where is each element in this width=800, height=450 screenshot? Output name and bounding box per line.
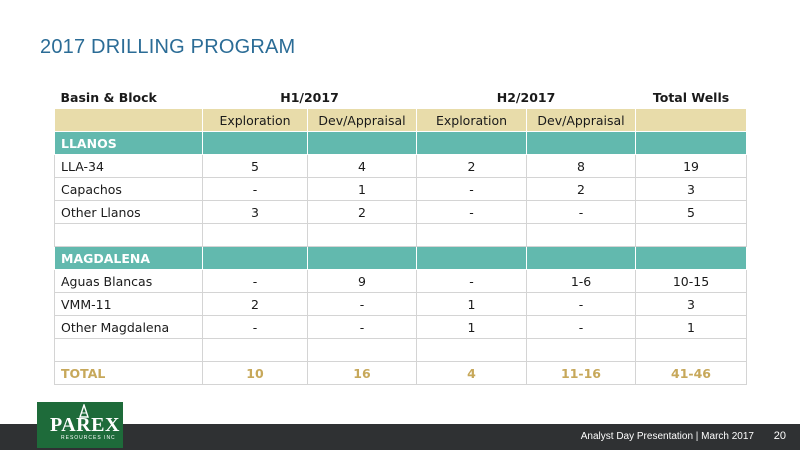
table-header-row [55,86,747,109]
cell: - [417,178,527,201]
subheader-empty [55,109,203,132]
logo-tagline: RESOURCES INC [61,435,116,441]
cell: 2 [417,155,527,178]
subheader-h1-exploration: Exploration [203,109,308,132]
cell: 1-6 [527,270,636,293]
table-row [55,178,747,201]
subheader-empty [636,109,747,132]
block-name: VMM-11 [55,293,203,316]
table-row [55,316,747,339]
table-row [55,201,747,224]
cell: 3 [636,293,747,316]
cell: - [203,270,308,293]
block-name: Other Magdalena [55,316,203,339]
spacer-row [55,224,747,247]
cell: 3 [636,178,747,201]
cell: - [203,178,308,201]
page-number: 20 [773,430,786,442]
total-label: TOTAL [55,362,203,385]
cell: - [308,316,417,339]
cell: - [527,316,636,339]
total-cell: 10 [203,362,308,385]
cell: - [417,201,527,224]
section-row-magdalena [55,247,747,270]
cell: 1 [308,178,417,201]
slide-title: 2017 DRILLING PROGRAM [40,36,296,58]
total-cell: 16 [308,362,417,385]
cell: 19 [636,155,747,178]
cell: 2 [203,293,308,316]
total-cell: 4 [417,362,527,385]
total-cell: 11-16 [527,362,636,385]
cell: 5 [636,201,747,224]
header-h2-2017: H2/2017 [496,89,556,105]
table-subheader-row [55,109,747,132]
cell: 8 [527,155,636,178]
cell: - [417,270,527,293]
logo-wordmark: PAREX [50,414,120,436]
block-name: Aguas Blancas [55,270,203,293]
cell: 1 [636,316,747,339]
cell: 2 [527,178,636,201]
block-name: Capachos [55,178,203,201]
subheader-h2-exploration: Exploration [417,109,527,132]
drilling-program-table [54,86,747,385]
table-row [55,155,747,178]
total-row [55,362,747,385]
cell: 1 [417,316,527,339]
section-row-llanos [55,132,747,155]
cell: - [527,293,636,316]
cell: 2 [308,201,417,224]
total-cell: 41-46 [636,362,747,385]
header-total-wells: Total Wells [652,89,730,105]
subheader-h2-dev-appraisal: Dev/Appraisal [527,109,636,132]
footer-text: Analyst Day Presentation | March 2017 [580,431,754,442]
section-label: MAGDALENA [55,247,203,270]
cell: 3 [203,201,308,224]
table-row [55,293,747,316]
cell: 10-15 [636,270,747,293]
cell: 1 [417,293,527,316]
spacer-row [55,339,747,362]
section-label: LLANOS [55,132,203,155]
cell: 5 [203,155,308,178]
cell: 9 [308,270,417,293]
cell: 4 [308,155,417,178]
subheader-h1-dev-appraisal: Dev/Appraisal [308,109,417,132]
header-basin-block: Basin & Block [60,89,157,105]
table-row [55,270,747,293]
block-name: Other Llanos [55,201,203,224]
cell: - [308,293,417,316]
cell: - [203,316,308,339]
header-h1-2017: H1/2017 [280,89,339,105]
block-name: LLA-34 [55,155,203,178]
cell: - [527,201,636,224]
